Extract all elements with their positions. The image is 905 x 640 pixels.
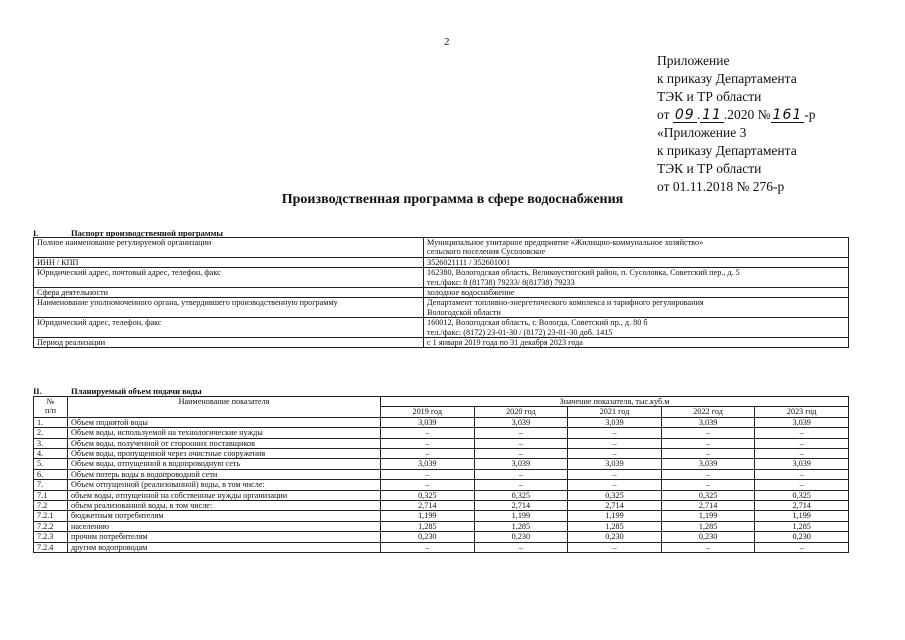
- row-value: 3,039: [661, 459, 755, 469]
- passport-table: [33, 237, 849, 348]
- row-number: 6.: [34, 469, 68, 479]
- table-row: [34, 438, 849, 448]
- row-value: –: [474, 449, 568, 459]
- row-value: –: [568, 449, 662, 459]
- row-value: 3,039: [381, 417, 475, 427]
- row-value: –: [661, 449, 755, 459]
- volume-table: [33, 396, 849, 553]
- passport-row: [34, 268, 849, 288]
- section-title: Планируемый объем подачи воды: [71, 386, 202, 396]
- row-number: 7.2.1: [34, 511, 68, 521]
- row-value: –: [381, 438, 475, 448]
- passport-value: [424, 238, 849, 258]
- column-header-name: Наименование показателя: [68, 397, 381, 418]
- row-name: Объем отпущенной (реализованной) воды, в том числе:: [68, 480, 381, 490]
- row-value: –: [381, 428, 475, 438]
- handwritten-day: 09: [674, 107, 695, 123]
- row-value: 3,039: [568, 459, 662, 469]
- row-number: 1.: [34, 417, 68, 427]
- table-row: [34, 417, 849, 427]
- row-value: 1,285: [568, 521, 662, 531]
- row-value: 1,199: [381, 511, 475, 521]
- row-value: 3,039: [381, 459, 475, 469]
- row-value: –: [661, 542, 755, 552]
- passport-value-line: Муниципальное унитарное предприятие «Жилищно-коммунальное хозяйство»: [427, 238, 704, 247]
- row-name: населению: [68, 521, 381, 531]
- table-row: [34, 480, 849, 490]
- row-name: Объем потерь воды в водопроводной сети: [68, 469, 381, 479]
- row-number: 7.2.4: [34, 542, 68, 552]
- row-value: –: [474, 542, 568, 552]
- passport-value-line: 162380, Вологодская область, Великоустюгский район, п. Сусоловка, Советский пер., д. 5: [427, 268, 740, 278]
- row-value: 3,039: [474, 417, 568, 427]
- row-value: –: [568, 542, 662, 552]
- row-value: –: [661, 480, 755, 490]
- row-value: 1,199: [568, 511, 662, 521]
- row-value: –: [474, 438, 568, 448]
- row-number: 7.2: [34, 501, 68, 511]
- handwritten-order-number: 161: [772, 107, 803, 123]
- table-row: [34, 542, 849, 552]
- column-header-year: 2022 год: [661, 407, 755, 417]
- row-name: объем воды, отпущенной на собственные нужды организации: [68, 490, 381, 500]
- order-number-prefix: №: [757, 107, 771, 122]
- row-number: 7.1: [34, 490, 68, 500]
- row-value: 3,039: [661, 417, 755, 427]
- approval-date-line: от 09 . 11 .2020 № 161 -р: [657, 107, 816, 123]
- row-value: 3,039: [755, 417, 849, 427]
- passport-value-line: Департамент топливно-энергетического комплекса и тарифного регулирования: [427, 298, 704, 308]
- row-value: 1,285: [661, 521, 755, 531]
- passport-label: ИНН / КПП: [34, 257, 424, 267]
- passport-value-line: с 1 января 2019 года по 31 декабря 2023 года: [427, 338, 583, 348]
- passport-value: [424, 257, 849, 267]
- row-value: –: [381, 542, 475, 552]
- handwritten-month: 11: [702, 107, 722, 123]
- section-heading: [33, 386, 202, 396]
- date-prefix: от: [657, 107, 670, 122]
- approval-line: Приложение: [657, 53, 730, 68]
- row-value: –: [755, 449, 849, 459]
- approval-block: [657, 52, 816, 196]
- row-name: объем реализованной воды, в том числе:: [68, 501, 381, 511]
- row-value: 0,230: [661, 532, 755, 542]
- row-value: 0,230: [568, 532, 662, 542]
- row-name: Объем поднятой воды: [68, 417, 381, 427]
- row-number: 2.: [34, 428, 68, 438]
- passport-row: [34, 318, 849, 338]
- table-row: [34, 469, 849, 479]
- column-header-year: 2020 год: [474, 407, 568, 417]
- passport-value: [424, 338, 849, 348]
- passport-value-line: Вологодской области: [427, 307, 501, 317]
- passport-label: Юридический адрес, телефон, факс: [34, 318, 424, 338]
- row-value: –: [568, 438, 662, 448]
- section-title: Паспорт производственной программы: [71, 228, 224, 238]
- row-value: 0,230: [381, 532, 475, 542]
- passport-label: Сфера деятельности: [34, 288, 424, 298]
- table-row: [34, 490, 849, 500]
- row-value: –: [474, 469, 568, 479]
- row-value: –: [755, 542, 849, 552]
- document-title: Производственная программа в сфере водоснабжения: [281, 192, 624, 207]
- passport-value-line: 3526021111 / 352601001: [427, 257, 511, 267]
- row-value: 0,230: [474, 532, 568, 542]
- passport-row: [34, 288, 849, 298]
- order-number-suffix: -р: [804, 107, 816, 122]
- approval-line: от 01.11.2018 № 276-р: [657, 179, 785, 194]
- passport-row: [34, 298, 849, 318]
- row-name: Объем воды, полученной от сторонних поставщиков: [68, 438, 381, 448]
- date-year: .2020: [723, 107, 755, 122]
- row-value: –: [755, 480, 849, 490]
- approval-line: к приказу Департамента: [657, 71, 797, 86]
- row-number: 7.: [34, 480, 68, 490]
- approval-line: «Приложение 3: [657, 125, 747, 140]
- section-number: II.: [33, 386, 42, 396]
- passport-label: Юридический адрес, почтовый адрес, телефон, факс: [34, 268, 424, 288]
- row-value: 2,714: [568, 501, 662, 511]
- row-value: –: [474, 480, 568, 490]
- row-name: Объем воды, используемой на технологические нужды: [68, 428, 381, 438]
- passport-label: Полное наименование регулируемой организации: [34, 238, 424, 258]
- row-name: прочим потребителям: [68, 532, 381, 542]
- row-value: –: [661, 428, 755, 438]
- passport-value-line: тел./факс: (8172) 23-01-30 / (8172) 23-01-30 доб. 1415: [427, 327, 613, 337]
- row-value: 0,325: [568, 490, 662, 500]
- row-value: –: [755, 428, 849, 438]
- passport-value: [424, 288, 849, 298]
- row-value: –: [661, 469, 755, 479]
- passport-row: [34, 238, 849, 258]
- passport-row: [34, 338, 849, 348]
- row-value: 3,039: [474, 459, 568, 469]
- row-value: 0,230: [755, 532, 849, 542]
- column-header-year: 2019 год: [381, 407, 475, 417]
- row-value: –: [755, 438, 849, 448]
- row-value: –: [568, 428, 662, 438]
- passport-label: Период реализации: [34, 338, 424, 348]
- column-header-year: 2021 год: [568, 407, 662, 417]
- row-value: 1,199: [755, 511, 849, 521]
- row-value: 3,039: [568, 417, 662, 427]
- row-value: 0,325: [661, 490, 755, 500]
- page-number: 2: [444, 36, 450, 48]
- row-number: 5.: [34, 459, 68, 469]
- passport-value: [424, 318, 849, 338]
- row-name: другим водопроводам: [68, 542, 381, 552]
- passport-value-line: тел./факс: 8 (81738) 79233/ 8(81738) 79233: [427, 277, 575, 287]
- table-row: [34, 511, 849, 521]
- row-name: Объем воды, пропущенной через очистные сооружения: [68, 449, 381, 459]
- row-number: 3.: [34, 438, 68, 448]
- approval-line: ТЭК и ТР области: [657, 161, 762, 176]
- table-row: [34, 521, 849, 531]
- passport-value-line: сельского поселения Сусоловское: [427, 247, 546, 257]
- approval-line: к приказу Департамента: [657, 143, 797, 158]
- table-row: [34, 449, 849, 459]
- row-value: –: [661, 438, 755, 448]
- row-value: 0,325: [755, 490, 849, 500]
- row-value: 0,325: [381, 490, 475, 500]
- table-row: [34, 532, 849, 542]
- row-value: 1,285: [381, 521, 475, 531]
- row-value: 1,285: [474, 521, 568, 531]
- passport-value-line: холодное водоснабжение: [427, 288, 515, 298]
- row-value: –: [568, 480, 662, 490]
- row-value: 1,285: [755, 521, 849, 531]
- row-value: –: [755, 469, 849, 479]
- passport-value: [424, 268, 849, 288]
- row-value: –: [381, 469, 475, 479]
- column-header-year: 2023 год: [755, 407, 849, 417]
- row-value: 3,039: [755, 459, 849, 469]
- row-value: –: [474, 428, 568, 438]
- passport-row: [34, 257, 849, 267]
- passport-value: [424, 298, 849, 318]
- section-number: I.: [33, 228, 39, 238]
- column-header-value: Значение показателя, тыс.куб.м: [381, 397, 849, 407]
- column-header-number: № п/п: [34, 397, 68, 418]
- passport-label: Наименование уполномоченного органа, утвердившего производственную программу: [34, 298, 424, 318]
- row-name: Объем воды, отпущенной в водопроводную сеть: [68, 459, 381, 469]
- row-value: 2,714: [474, 501, 568, 511]
- table-row: [34, 459, 849, 469]
- table-row: [34, 501, 849, 511]
- approval-line: ТЭК и ТР области: [657, 89, 762, 104]
- row-number: 7.2.3: [34, 532, 68, 542]
- row-value: –: [381, 480, 475, 490]
- row-name: бюджетным потребителям: [68, 511, 381, 521]
- row-value: –: [381, 449, 475, 459]
- row-value: 1,199: [661, 511, 755, 521]
- row-value: 2,714: [755, 501, 849, 511]
- row-value: –: [568, 469, 662, 479]
- row-value: 2,714: [381, 501, 475, 511]
- row-number: 7.2.2: [34, 521, 68, 531]
- table-row: [34, 428, 849, 438]
- row-number: 4.: [34, 449, 68, 459]
- row-value: 0,325: [474, 490, 568, 500]
- row-value: 2,714: [661, 501, 755, 511]
- row-value: 1,199: [474, 511, 568, 521]
- passport-value-line: 160012, Вологодская область, г. Вологда, Советский пр., д. 80 б: [427, 318, 648, 328]
